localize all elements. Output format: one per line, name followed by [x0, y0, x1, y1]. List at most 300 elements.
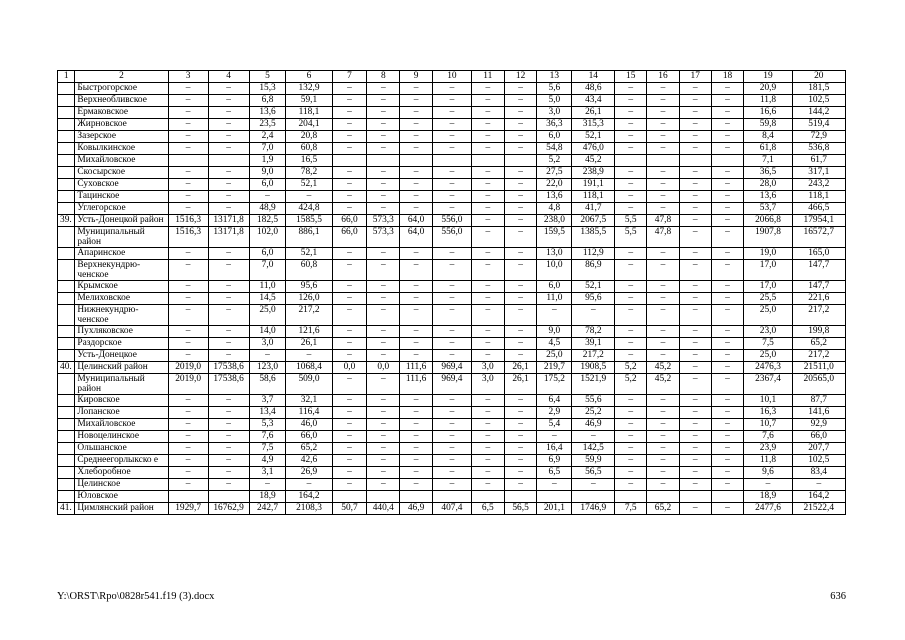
value-cell: 11,0: [537, 293, 572, 305]
value-cell: –: [400, 479, 433, 491]
value-cell: –: [168, 179, 208, 191]
value-cell: –: [679, 431, 711, 443]
value-cell: 54,8: [537, 143, 572, 155]
value-cell: –: [168, 107, 208, 119]
value-cell: 536,8: [792, 143, 845, 155]
value-cell: 315,3: [572, 119, 615, 131]
value-cell: 86,9: [572, 260, 615, 281]
value-cell: 2,4: [249, 131, 286, 143]
value-cell: 121,6: [286, 326, 332, 338]
value-cell: –: [432, 338, 471, 350]
value-cell: 48,9: [249, 203, 286, 215]
value-cell: 1385,5: [572, 227, 615, 248]
header-cell: 8: [367, 71, 400, 83]
value-cell: –: [711, 338, 744, 350]
value-cell: 5,2: [537, 155, 572, 167]
value-cell: 17538,6: [208, 374, 249, 395]
value-cell: 23,9: [744, 443, 792, 455]
value-cell: –: [504, 338, 537, 350]
value-cell: 144,2: [792, 107, 845, 119]
value-cell: 969,4: [432, 362, 471, 374]
value-cell: [208, 155, 249, 167]
row-number-cell: [58, 191, 75, 203]
name-cell: Хлеборобное: [75, 467, 168, 479]
value-cell: –: [504, 419, 537, 431]
value-cell: 886,1: [286, 227, 332, 248]
value-cell: 7,0: [249, 143, 286, 155]
value-cell: –: [432, 407, 471, 419]
value-cell: –: [332, 350, 367, 362]
table-row: [58, 95, 846, 107]
value-cell: –: [367, 479, 400, 491]
header-cell: 15: [615, 71, 647, 83]
value-cell: –: [432, 305, 471, 326]
value-cell: –: [432, 83, 471, 95]
value-cell: 92,9: [792, 419, 845, 431]
value-cell: –: [504, 431, 537, 443]
value-cell: –: [208, 455, 249, 467]
value-cell: –: [504, 407, 537, 419]
value-cell: 3,0: [537, 107, 572, 119]
value-cell: 47,8: [647, 215, 680, 227]
value-cell: 46,0: [286, 419, 332, 431]
value-cell: 407,4: [432, 503, 471, 515]
value-cell: –: [679, 350, 711, 362]
value-cell: –: [647, 131, 680, 143]
table-row: [58, 467, 846, 479]
value-cell: 25,0: [537, 350, 572, 362]
value-cell: –: [400, 179, 433, 191]
value-cell: –: [711, 203, 744, 215]
name-cell: Пухляковское: [75, 326, 168, 338]
value-cell: –: [504, 395, 537, 407]
name-cell: Быстрогорское: [75, 83, 168, 95]
value-cell: 66,0: [332, 227, 367, 248]
value-cell: 14,0: [249, 326, 286, 338]
value-cell: 59,9: [572, 455, 615, 467]
row-number-cell: [58, 407, 75, 419]
value-cell: 56,5: [572, 467, 615, 479]
value-cell: –: [504, 305, 537, 326]
value-cell: –: [208, 419, 249, 431]
value-cell: –: [679, 107, 711, 119]
value-cell: 6,0: [537, 281, 572, 293]
value-cell: –: [367, 83, 400, 95]
value-cell: –: [647, 143, 680, 155]
value-cell: –: [332, 338, 367, 350]
value-cell: –: [471, 227, 504, 248]
value-cell: 65,2: [792, 338, 845, 350]
header-cell: 10: [432, 71, 471, 83]
value-cell: –: [208, 248, 249, 260]
value-cell: –: [471, 350, 504, 362]
value-cell: –: [471, 107, 504, 119]
value-cell: –: [332, 479, 367, 491]
value-cell: 9,0: [249, 167, 286, 179]
value-cell: 424,8: [286, 203, 332, 215]
value-cell: [711, 155, 744, 167]
value-cell: –: [367, 350, 400, 362]
name-cell: Верхнекундрю-ченское: [75, 260, 168, 281]
value-cell: 102,5: [792, 95, 845, 107]
value-cell: –: [679, 293, 711, 305]
table-row: [58, 455, 846, 467]
value-cell: –: [432, 119, 471, 131]
value-cell: –: [432, 203, 471, 215]
value-cell: –: [208, 467, 249, 479]
value-cell: 2066,8: [744, 215, 792, 227]
name-cell: Цимлянский район: [75, 503, 168, 515]
value-cell: 5,5: [615, 215, 647, 227]
value-cell: –: [249, 479, 286, 491]
value-cell: –: [615, 395, 647, 407]
value-cell: –: [332, 83, 367, 95]
value-cell: –: [432, 107, 471, 119]
value-cell: –: [647, 407, 680, 419]
value-cell: –: [679, 281, 711, 293]
value-cell: –: [504, 326, 537, 338]
value-cell: –: [432, 191, 471, 203]
row-number-cell: [58, 479, 75, 491]
value-cell: 25,2: [572, 407, 615, 419]
value-cell: [572, 491, 615, 503]
value-cell: –: [679, 467, 711, 479]
value-cell: 6,5: [471, 503, 504, 515]
value-cell: –: [711, 362, 744, 374]
value-cell: –: [432, 419, 471, 431]
value-cell: 42,6: [286, 455, 332, 467]
name-cell: Лопанское: [75, 407, 168, 419]
value-cell: –: [471, 479, 504, 491]
value-cell: –: [208, 95, 249, 107]
value-cell: 50,7: [332, 503, 367, 515]
value-cell: –: [367, 407, 400, 419]
value-cell: –: [249, 191, 286, 203]
value-cell: –: [711, 305, 744, 326]
value-cell: 0,0: [332, 362, 367, 374]
value-cell: 2019,0: [168, 362, 208, 374]
value-cell: –: [504, 191, 537, 203]
value-cell: 20565,0: [792, 374, 845, 395]
value-cell: –: [208, 131, 249, 143]
value-cell: 48,6: [572, 83, 615, 95]
name-cell: Ермаковское: [75, 107, 168, 119]
value-cell: –: [367, 467, 400, 479]
value-cell: 164,2: [792, 491, 845, 503]
value-cell: 52,1: [286, 179, 332, 191]
value-cell: 65,2: [647, 503, 680, 515]
value-cell: –: [332, 248, 367, 260]
value-cell: 26,9: [286, 467, 332, 479]
value-cell: –: [367, 179, 400, 191]
value-cell: –: [332, 326, 367, 338]
value-cell: –: [647, 248, 680, 260]
value-cell: –: [711, 95, 744, 107]
value-cell: 25,0: [249, 305, 286, 326]
value-cell: 25,0: [744, 305, 792, 326]
value-cell: –: [168, 260, 208, 281]
value-cell: –: [400, 143, 433, 155]
name-cell: Крымское: [75, 281, 168, 293]
value-cell: –: [471, 131, 504, 143]
value-cell: [168, 491, 208, 503]
value-cell: –: [168, 419, 208, 431]
value-cell: –: [615, 293, 647, 305]
value-cell: 116,4: [286, 407, 332, 419]
value-cell: 95,6: [286, 281, 332, 293]
table-row: [58, 167, 846, 179]
value-cell: –: [432, 479, 471, 491]
value-cell: –: [504, 119, 537, 131]
value-cell: –: [208, 203, 249, 215]
value-cell: 41,7: [572, 203, 615, 215]
value-cell: –: [711, 395, 744, 407]
value-cell: 16572,7: [792, 227, 845, 248]
value-cell: –: [208, 191, 249, 203]
value-cell: 4,9: [249, 455, 286, 467]
table-row: [58, 131, 846, 143]
value-cell: 147,7: [792, 281, 845, 293]
value-cell: [615, 155, 647, 167]
value-cell: [647, 155, 680, 167]
row-number-cell: [58, 431, 75, 443]
value-cell: 46,9: [400, 503, 433, 515]
row-number-cell: [58, 338, 75, 350]
name-cell: Верхнеобливское: [75, 95, 168, 107]
value-cell: 123,0: [249, 362, 286, 374]
row-number-cell: [58, 107, 75, 119]
value-cell: –: [432, 293, 471, 305]
value-cell: –: [208, 260, 249, 281]
value-cell: 61,8: [744, 143, 792, 155]
value-cell: 13,0: [537, 248, 572, 260]
value-cell: 1746,9: [572, 503, 615, 515]
table-row: [58, 260, 846, 281]
value-cell: –: [471, 431, 504, 443]
value-cell: 7,1: [744, 155, 792, 167]
value-cell: 53,7: [744, 203, 792, 215]
value-cell: 52,1: [572, 281, 615, 293]
value-cell: –: [647, 191, 680, 203]
value-cell: –: [615, 350, 647, 362]
value-cell: 556,0: [432, 227, 471, 248]
value-cell: 60,8: [286, 143, 332, 155]
value-cell: –: [615, 443, 647, 455]
value-cell: –: [168, 281, 208, 293]
row-number-cell: [58, 305, 75, 326]
value-cell: 217,2: [286, 305, 332, 326]
value-cell: 60,8: [286, 260, 332, 281]
value-cell: –: [332, 191, 367, 203]
value-cell: 217,2: [792, 350, 845, 362]
value-cell: –: [432, 431, 471, 443]
value-cell: 5,2: [615, 374, 647, 395]
header-cell: 20: [792, 71, 845, 83]
value-cell: 6,4: [537, 395, 572, 407]
value-cell: 11,8: [744, 455, 792, 467]
value-cell: –: [504, 455, 537, 467]
value-cell: –: [332, 443, 367, 455]
value-cell: –: [367, 395, 400, 407]
value-cell: –: [332, 305, 367, 326]
value-cell: –: [208, 407, 249, 419]
value-cell: –: [168, 305, 208, 326]
name-cell: Муниципальный район: [75, 374, 168, 395]
value-cell: –: [471, 215, 504, 227]
value-cell: 969,4: [432, 374, 471, 395]
row-number-cell: 41.: [58, 503, 75, 515]
value-cell: –: [615, 248, 647, 260]
header-cell: 12: [504, 71, 537, 83]
value-cell: 111,6: [400, 374, 433, 395]
value-cell: –: [711, 431, 744, 443]
value-cell: –: [537, 479, 572, 491]
value-cell: –: [711, 227, 744, 248]
value-cell: 10,0: [537, 260, 572, 281]
name-cell: Юловское: [75, 491, 168, 503]
value-cell: –: [208, 107, 249, 119]
value-cell: –: [711, 107, 744, 119]
name-cell: Целинский район: [75, 362, 168, 374]
value-cell: –: [711, 455, 744, 467]
name-cell: Жирновское: [75, 119, 168, 131]
value-cell: –: [572, 305, 615, 326]
value-cell: –: [332, 407, 367, 419]
value-cell: –: [432, 260, 471, 281]
value-cell: 147,7: [792, 260, 845, 281]
header-cell: 16: [647, 71, 680, 83]
value-cell: –: [208, 281, 249, 293]
value-cell: –: [400, 305, 433, 326]
value-cell: –: [679, 260, 711, 281]
value-cell: –: [504, 179, 537, 191]
value-cell: 201,1: [537, 503, 572, 515]
value-cell: –: [168, 338, 208, 350]
value-cell: –: [711, 143, 744, 155]
value-cell: 17,0: [744, 260, 792, 281]
value-cell: 165,0: [792, 248, 845, 260]
name-cell: Михайловское: [75, 419, 168, 431]
value-cell: 1068,4: [286, 362, 332, 374]
value-cell: –: [471, 191, 504, 203]
value-cell: –: [332, 143, 367, 155]
value-cell: 317,1: [792, 167, 845, 179]
value-cell: –: [332, 107, 367, 119]
value-cell: –: [400, 338, 433, 350]
value-cell: 3,7: [249, 395, 286, 407]
value-cell: –: [367, 455, 400, 467]
value-cell: –: [168, 119, 208, 131]
value-cell: –: [679, 143, 711, 155]
value-cell: [537, 491, 572, 503]
value-cell: [504, 491, 537, 503]
value-cell: 21522,4: [792, 503, 845, 515]
value-cell: –: [367, 419, 400, 431]
value-cell: –: [647, 167, 680, 179]
value-cell: –: [400, 203, 433, 215]
row-number-cell: [58, 281, 75, 293]
value-cell: –: [572, 479, 615, 491]
header-cell: 1: [58, 71, 75, 83]
value-cell: –: [367, 293, 400, 305]
value-cell: –: [208, 443, 249, 455]
value-cell: –: [679, 338, 711, 350]
value-cell: 2019,0: [168, 374, 208, 395]
value-cell: –: [208, 119, 249, 131]
value-cell: –: [432, 443, 471, 455]
value-cell: 6,9: [537, 455, 572, 467]
value-cell: 78,2: [572, 326, 615, 338]
value-cell: 1908,5: [572, 362, 615, 374]
value-cell: –: [432, 326, 471, 338]
value-cell: –: [400, 260, 433, 281]
value-cell: –: [432, 179, 471, 191]
value-cell: –: [471, 293, 504, 305]
value-cell: –: [332, 131, 367, 143]
value-cell: 66,0: [332, 215, 367, 227]
value-cell: 466,5: [792, 203, 845, 215]
value-cell: 219,7: [537, 362, 572, 374]
value-cell: –: [400, 326, 433, 338]
value-cell: –: [647, 119, 680, 131]
value-cell: [471, 155, 504, 167]
value-cell: –: [537, 305, 572, 326]
value-cell: 509,0: [286, 374, 332, 395]
value-cell: –: [400, 107, 433, 119]
value-cell: –: [367, 305, 400, 326]
value-cell: –: [400, 191, 433, 203]
value-cell: 132,9: [286, 83, 332, 95]
value-cell: –: [471, 326, 504, 338]
value-cell: 207,7: [792, 443, 845, 455]
value-cell: 11,8: [744, 95, 792, 107]
value-cell: 16,4: [537, 443, 572, 455]
value-cell: 118,1: [792, 191, 845, 203]
value-cell: 43,4: [572, 95, 615, 107]
row-number-cell: [58, 395, 75, 407]
value-cell: –: [208, 338, 249, 350]
table-row: [58, 305, 846, 326]
value-cell: 45,2: [647, 374, 680, 395]
value-cell: –: [332, 119, 367, 131]
value-cell: 26,1: [572, 107, 615, 119]
value-cell: –: [679, 227, 711, 248]
value-cell: 3,0: [249, 338, 286, 350]
value-cell: –: [679, 179, 711, 191]
value-cell: –: [711, 248, 744, 260]
header-cell: 4: [208, 71, 249, 83]
value-cell: 9,0: [537, 326, 572, 338]
table-row: [58, 191, 846, 203]
table-row: [58, 350, 846, 362]
value-cell: –: [711, 374, 744, 395]
value-cell: 56,5: [504, 503, 537, 515]
row-number-cell: [58, 293, 75, 305]
value-cell: –: [647, 95, 680, 107]
value-cell: 13,6: [249, 107, 286, 119]
value-cell: 4,5: [537, 338, 572, 350]
value-cell: 102,0: [249, 227, 286, 248]
value-cell: –: [711, 443, 744, 455]
header-cell: 5: [249, 71, 286, 83]
value-cell: 2367,4: [744, 374, 792, 395]
value-cell: –: [168, 248, 208, 260]
value-cell: 36,3: [537, 119, 572, 131]
row-number-cell: [58, 443, 75, 455]
value-cell: 66,0: [792, 431, 845, 443]
value-cell: 87,7: [792, 395, 845, 407]
value-cell: [367, 155, 400, 167]
